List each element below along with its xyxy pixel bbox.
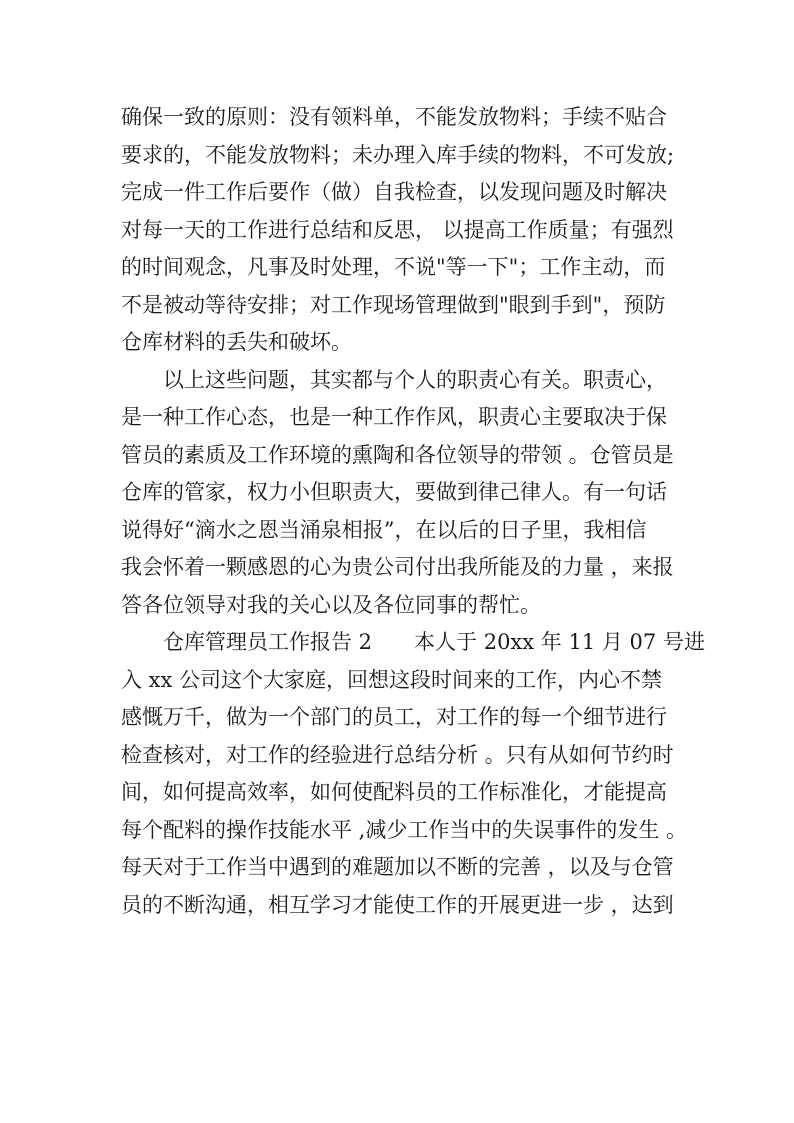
text-line: 管员的素质及工作环境的熏陶和各位领导的带领 。仓管员是 [121,442,674,467]
text-line: 说得好“滴水之恩当涌泉相报”，在以后的日子里，我相信 [121,517,647,542]
text-line: 仓库的管家，权力小但职责大，要做到律己律人。有一句话 [121,480,667,504]
text-line: 检查核对，对工作的经验进行总结分析 。只有从如何节约时 [121,742,674,767]
text-line: 间，如何提高效率，如何使配料员的工作标准化，才能提高 [121,780,667,804]
text-line: 以上这些问题，其实都与个人的职责心有关。职责心， [121,367,667,392]
document-body [121,99,705,924]
text-line: 每个配料的操作技能水平 ,减少工作当中的失误事件的发生 。 [121,817,688,842]
text-line: 完成一件工作后要作（做）自我检查，以发现问题及时解决 [121,180,667,204]
text-line: 感慨万千，做为一个部门的员工，对工作的每一个细节进行 [121,705,667,729]
text-line: 答各位领导对我的关心以及各位同事的帮忙。 [121,592,541,617]
text-line: 不是被动等待安排；对工作现场管理做到"眼到手到"，预防 [121,292,666,317]
text-line: 仓库管理员工作报告 2 本人于 20xx 年 11 月 07 号进 [121,630,705,654]
text-line: 确保一致的原则：没有领料单，不能发放物料；手续不贴合 [121,105,667,129]
text-line: 我会怀着一颗感恩的心为贵公司付出我所能及的力量 ，来报 [121,555,674,579]
text-line: 员的不断沟通，相互学习才能使工作的开展更进一步 ，达到 [121,892,674,917]
text-line: 对每一天的工作进行总结和反思， 以提高工作质量；有强烈 [121,217,674,242]
text-line: 入 xx 公司这个大家庭，回想这段时间来的工作，内心不禁 [121,667,663,692]
text-line: 每天对于工作当中遇到的难题加以不断的完善 ，以及与仓管 [121,855,674,879]
text-line: 仓库材料的丢失和破坏。 [121,330,352,354]
text-line: 要求的，不能发放物料；未办理入库手续的物料，不可发放; [121,142,675,167]
text-line: 的时间观念，凡事及时处理，不说"等一下"；工作主动，而 [121,255,666,279]
text-line: 是一种工作心态，也是一种工作作风，职责心主要取决于保 [121,405,667,429]
